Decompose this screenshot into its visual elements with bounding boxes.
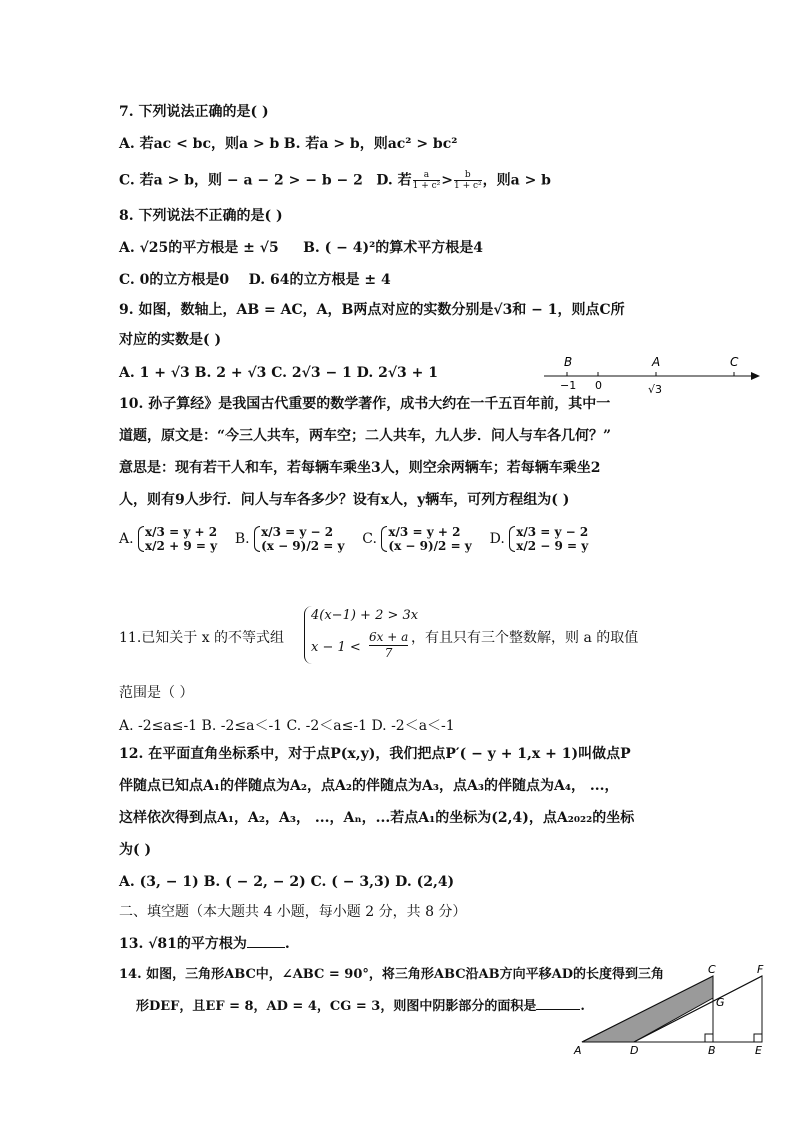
q7-d-fraction-b: $\frac{b}{\text{1 + c²}}$ [453,170,482,191]
number-line-tick-0: 0 [595,379,602,392]
q10-option-b-label: B. [234,531,250,547]
q11-prefix: 11.已知关于 x 的不等式组 [119,630,285,646]
q9-options: A. 1 + √3 B. 2 + √3 C. 2√3 − 1 D. 2√3 + 1 [119,365,438,381]
q10-line-3: 意思是：现有若干人和车，若每辆车乘坐3人，则空余两辆车；若每辆车乘坐2 [119,460,601,476]
number-line-tick-neg1: −1 [560,379,577,392]
q10-options [119,525,588,553]
q11-inequality-2-fraction: 6x + a 7 [369,630,409,660]
q8-stem: 8. 下列说法不正确的是( ) [119,208,283,224]
fig-label-a: A [574,1044,582,1057]
q10-line-2: 道题，原文是：“今三人共车，两车空；二人共车，九人步．问人与车各几何？” [119,428,612,444]
q8-options-cd [119,270,391,290]
q8-option-d: D. 64的立方根是 ± 4 [248,272,391,288]
q10-option-c-label: C. [362,531,377,547]
q8-option-c: C. 0的立方根是0 [119,272,230,288]
q8-option-a: A. √25的平方根是 ± √5 [119,240,279,256]
q12-line-4: 为( ) [119,842,152,858]
number-line-tick-sqrt3: √3 [648,383,663,396]
q8-options-ab [119,238,483,258]
q7-option-d-suffix: ，则a > b [482,172,551,189]
fig-label-f: F [757,963,764,976]
q11-line-2: 范围是（ ） [119,685,194,701]
q10-option-a-system: x/3 = y + 2 x/2 + 9 = y [138,525,217,553]
q12-line-3: 这样依次得到点A₁，A₂，A₃， ...，Aₙ，...若点A₁的坐标为(2,4)，点A₂₀₂₂的坐标 [119,810,635,826]
q10-line-1: 10. 孙子算经》是我国古代重要的数学著作，成书大约在一千五百年前，其中一 [119,396,611,412]
q8-option-b: B. ( − 4)²的算术平方根是4 [303,240,484,256]
number-line-label-c: C [730,355,739,369]
fig-label-d: D [630,1044,639,1057]
q12-options: A. (3, − 1) B. ( − 2, − 2) C. ( − 3,3) D. (2,4) [119,874,455,890]
q10-option-b-system: x/3 = y − 2 (x − 9)/2 = y [254,525,344,553]
q14-triangle-figure [572,960,772,1060]
q11-options: A. -2≤a≤-1 B. -2≤a＜-1 C. -2＜a≤-1 D. -2＜a＜-1 [119,718,455,734]
q11-inequality-2-left: x − 1 < [311,640,361,655]
q12-line-1: 12. 在平面直角坐标系中，对于点P(x,y)，我们把点P′( − y + 1,x + 1)叫做点P [119,746,631,762]
q7-option-a: A. 若ac < bc，则a > b [119,136,280,152]
q11-suffix: ，有且只有三个整数解，则 a 的取值 [411,630,639,646]
q10-option-d-system: x/3 = y − 2 x/2 − 9 = y [509,525,588,553]
q10-line-4: 人，则有9人步行．问人与车各多少？设有x人，y辆车，可列方程组为( ) [119,492,570,508]
fig-label-c: C [708,963,716,976]
q7-stem: 7. 下列说法正确的是( ) [119,104,269,120]
fig-label-e: E [755,1044,762,1057]
q7-options-cd: C. 若a > b，则 − a − 2 > − b − 2 D. 若 $\frac{a}{\text{1 + c²}}$ > $\frac{b}{\text{1 + c²}}$ ，则a > b [119,170,551,191]
section-2-heading: 二、填空题（本大题共 4 小题，每小题 2 分，共 8 分） [119,904,467,920]
q7-option-d-prefix: D. 若 [376,172,412,189]
q13-answer-blank [247,935,285,948]
q13-prefix: 13. √81的平方根为 [119,936,247,952]
q9-stem-1: 9. 如图，数轴上，AB = AC，A，B两点对应的实数分别是√3和 − 1，则点C所 [119,302,625,318]
q7-option-b: B. 若a > b，则ac² > bc² [283,136,458,152]
q10-option-d-label: D. [489,531,505,547]
q14-line-2: 形DEF，且EF = 8，AD = 4，CG = 3，则图中阴影部分的面积是 . [136,999,585,1014]
q7-option-c: C. 若a > b，则 − a − 2 > − b − 2 [119,172,363,189]
q10-option-a-label: A. [119,531,134,547]
q13-stem: 13. √81的平方根为 . [119,936,290,952]
fig-label-b: B [708,1044,716,1057]
q11-inequality-1: 4(x−1) + 2 > 3x [311,608,419,623]
q9-stem-2: 对应的实数是( ) [119,332,222,348]
q7-options-ab [119,134,457,154]
q7-d-fraction-a: $\frac{a}{\text{1 + c²}}$ [412,170,441,191]
q9-number-line [540,352,765,398]
number-line-label-b: B [564,355,573,369]
q14-line-2-text: 形DEF，且EF = 8，AD = 4，CG = 3，则图中阴影部分的面积是 [136,999,537,1014]
q14-line-1: 14. 如图，三角形ABC中，∠ABC = 90°，将三角形ABC沿AB方向平移AD的长度得到三角 [119,967,664,982]
q12-line-2: 伴随点已知点A₁的伴随点为A₂，点A₂的伴随点为A₃，点A₃的伴随点为A₄， ...， [119,778,619,794]
fig-label-g: G [716,996,725,1009]
q10-option-c-system: x/3 = y + 2 (x − 9)/2 = y [381,525,471,553]
number-line-label-a: A [652,355,661,369]
